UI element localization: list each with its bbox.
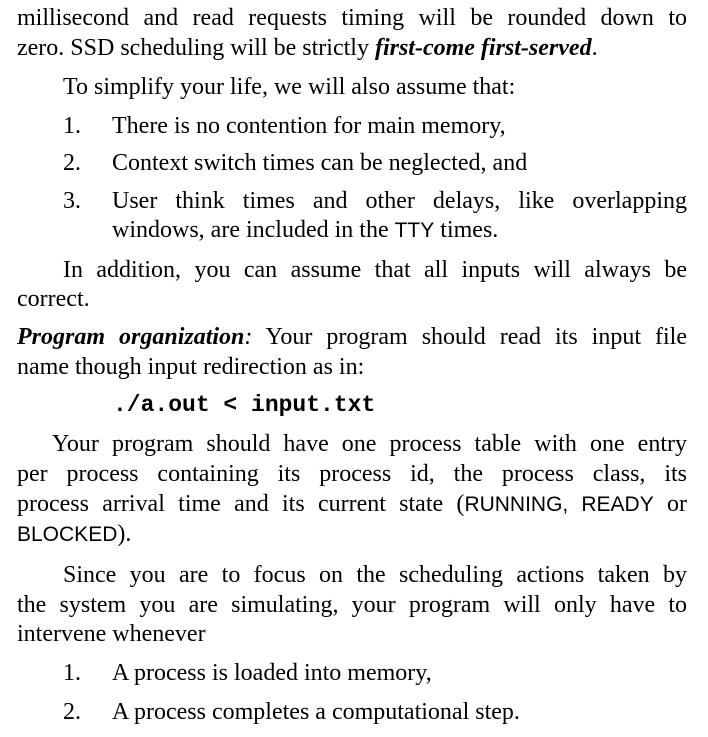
code-term: TTY [394,219,435,242]
list-number: 2. [63,150,81,176]
list-text: There is no contention for main memory, [112,113,506,139]
paragraph-line: intervene whenever [17,621,206,647]
state-name: BLOCKED [17,523,118,546]
paragraph-line: the system you are simulating, your program will only have to [17,592,687,618]
list-number: 1. [63,660,81,686]
paragraph-line: name though input redirection as in: [17,354,365,380]
text-span: or [653,491,687,517]
list-text: A process is loaded into memory, [112,660,432,686]
paragraph-line [17,520,131,549]
paragraph-line: Your program should have one process table with one entry [52,431,687,457]
text-span: times. [434,217,499,243]
assume-intro: To simplify your life, we will also assume that: [63,74,516,100]
list-number: 1. [63,113,81,139]
list-text: A process completes a computational step. [112,699,520,725]
section-heading: Program organization [17,324,245,350]
paragraph-line [17,34,598,62]
paragraph-line [17,490,687,519]
text-span: ). [117,521,132,547]
emphasis-text: first-come first-served [374,35,592,61]
list-text-continuation [112,216,498,245]
paragraph-line: per process containing its process id, the process class, its [17,461,687,487]
text-span: . [591,35,598,61]
text-span: Your program should read its input file [252,324,687,350]
text-span: : [244,324,253,350]
paragraph-line: Since you are to focus on the scheduling actions taken by [63,562,687,588]
list-text: Context switch times can be neglected, and [112,150,528,176]
text-span: process arrival time and its current state ( [17,491,465,517]
paragraph-line: In addition, you can assume that all inputs will always be [63,257,687,283]
list-number: 2. [63,699,81,725]
paragraph-line: millisecond and read requests timing will be rounded down to [17,5,687,31]
list-number: 3. [63,188,81,214]
list-text: User think times and other delays, like overlapping [112,188,687,214]
paragraph-line: correct. [17,286,90,312]
text-span: zero. SSD scheduling will be strictly [17,35,375,61]
text-span: windows, are included in the [112,217,395,243]
command-code: ./a.out < input.txt [113,392,376,418]
state-names: RUNNING, READY [464,493,654,516]
paragraph-line [17,323,687,351]
